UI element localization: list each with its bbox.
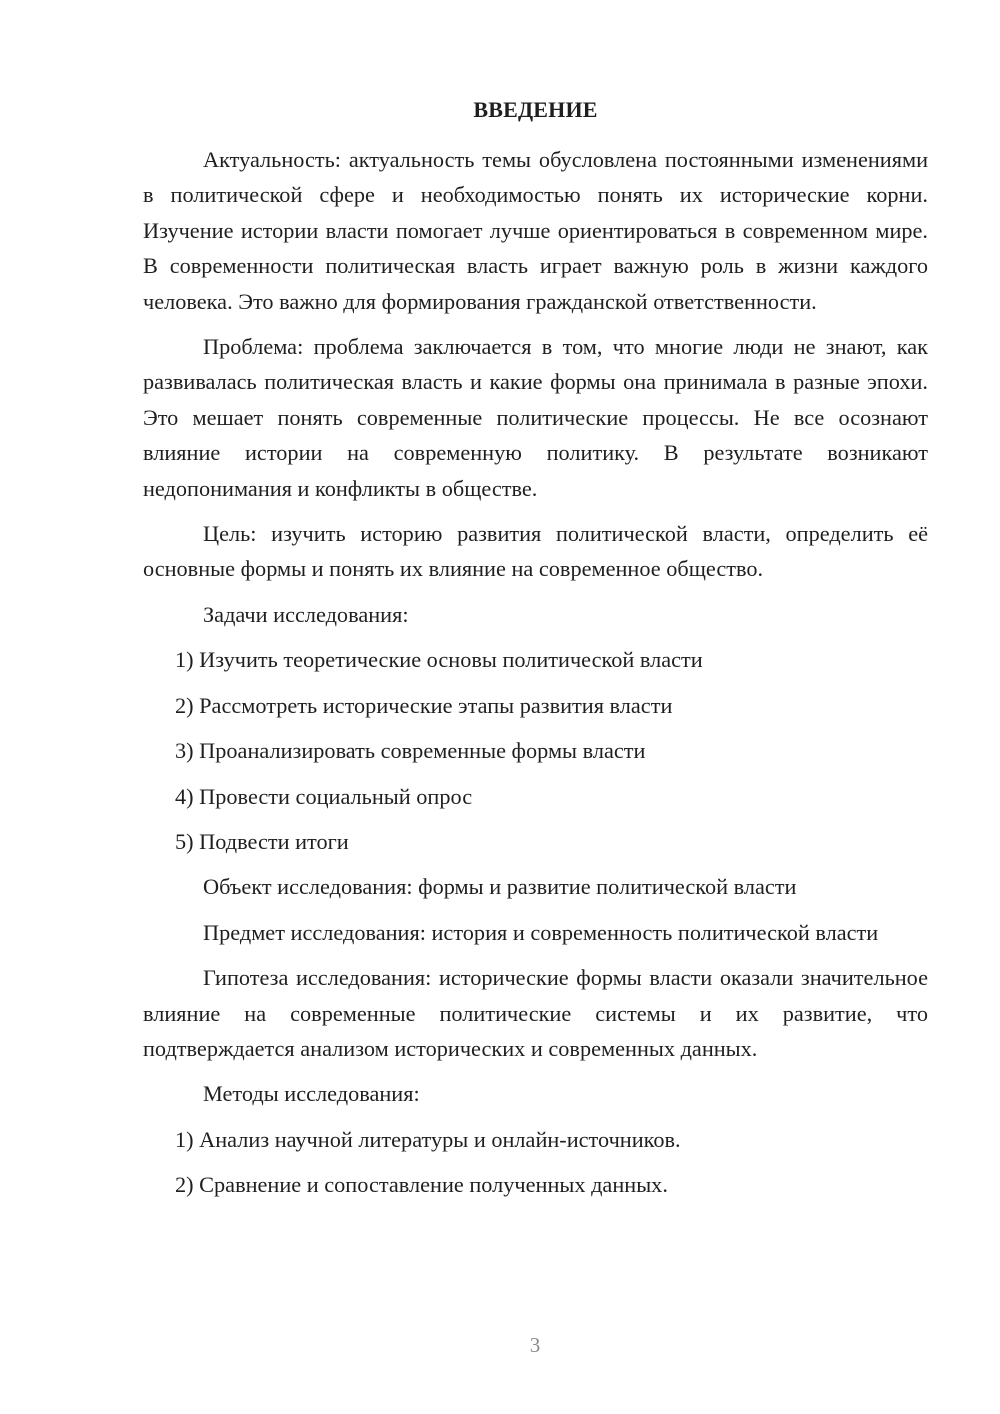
paragraph-problem: Проблема: проблема заключается в том, что многие люди не знают, как развивалась политическая власть и какие формы она принимала в разные эпохи. Это мешает понять современные политические процессы. Не все осознают влияние истории на современную политику. В результате возникают недопонимания и конфликты в обществе. (143, 334, 928, 501)
tasks-heading: Задачи исследования: (203, 601, 409, 627)
methods-heading: Методы исследования: (203, 1081, 420, 1107)
task-item: 1) Изучить теоретические основы политической власти (175, 647, 703, 673)
page-number: 3 (529, 1333, 541, 1357)
task-item: 2) Рассмотреть исторические этапы развития власти (175, 692, 673, 718)
task-item: 4) Провести социальный опрос (175, 783, 473, 809)
task-item: 3) Проанализировать современные формы власти (175, 738, 646, 764)
task-item: 5) Подвести итоги (175, 828, 349, 854)
paragraph-object: Объект исследования: формы и развитие политической власти (203, 874, 797, 900)
paragraph-hypothesis: Гипотеза исследования: исторические формы власти оказали значительное влияние на современные политические системы и их развитие, что подтверждается анализом исторических и современных данных. (143, 965, 928, 1061)
document-body (143, 142, 928, 1203)
paragraph-subject: Предмет исследования: история и современность политической власти (203, 919, 879, 945)
paragraph-relevance: Актуальность: актуальность темы обусловлена постоянными изменениями в политической сфере и необходимостью понять их исторические корни. Изучение истории власти помогает лучше ориентироваться в современном мире. В современности политическая власть играет важную роль в жизни каждого человека. Это важно для формирования гражданской ответственности. (143, 147, 928, 314)
method-item: 2) Сравнение и сопоставление полученных данных. (175, 1172, 668, 1198)
page-title: ВВЕДЕНИЕ (473, 97, 598, 122)
method-item: 1) Анализ научной литературы и онлайн-источников. (175, 1126, 681, 1152)
paragraph-goal: Цель: изучить историю развития политической власти, определить её основные формы и понять их влияние на современное общество. (143, 521, 928, 582)
